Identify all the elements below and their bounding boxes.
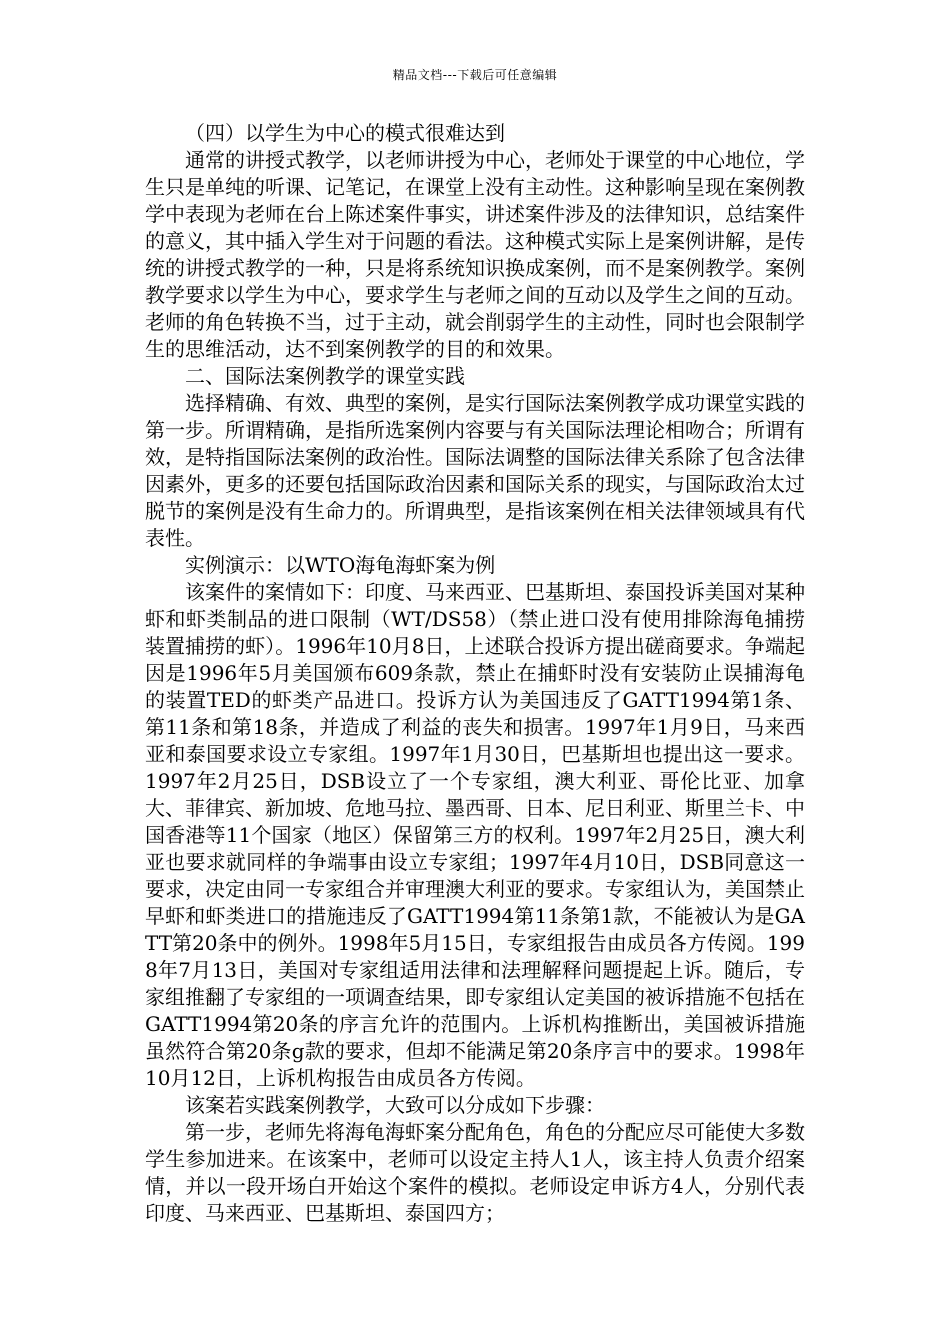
section-heading-two: 二、国际法案例教学的课堂实践	[185, 364, 465, 388]
page-header: 精品文档---下载后可任意编辑	[392, 68, 558, 82]
example-heading: 实例演示：以WTO海龟海虾案为例	[185, 553, 496, 577]
paragraph-lecture-model: 通常的讲授式教学，以老师讲授为中心，老师处于课堂的中心地位，学生只是单纯的听课、记笔记，在课堂上没有主动性。这种影响呈现在案例教学中表现为老师在台上陈述案件事实，讲述案件涉及的法律知识，总结案件的意义，其中插入学生对于问题的看法。这种模式实际上是案例讲解，是传统的讲授式教学的一种，只是将系统知识换成案例，而不是案例教学。案例教学要求以学生为中心，要求学生与老师之间的互动以及学生之间的互动。老师的角色转换不当，过于主动，就会削弱学生的主动性，同时也会限制学生的思维活动，达不到案例教学的目的和效果。	[145, 148, 805, 361]
paragraph-case-facts: 该案件的案情如下：印度、马来西亚、巴基斯坦、泰国投诉美国对某种虾和虾类制品的进口限制（WT/DS58）（禁止进口没有使用排除海龟捕捞装置捕捞的虾）。1996年10月8日，上述联合投诉方提出磋商要求。争端起因是1996年5月美国颁布609条款，禁止在捕虾时没有安装防止误捕海龟的装置TED的虾类产品进口。投诉方认为美国违反了GATT1994第1条、 第11条和第18条，并造成了利益的丧失和损害。1997年1月9日，马来西亚和泰国要求设立专家组。1997年1月30日，巴基斯坦也提出这一要求。1997年2月25日，DSB设立了一个专家组，澳大利亚、哥伦比亚、加拿大、菲律宾、新加坡、危地马拉、墨西哥、日本、尼日利亚、斯里兰卡、中国香港等11个国家（地区）保留第三方的权利。1997年2月25日，澳大利亚也要求就同样的争端事由设立专家组；1997年4月10日，DSB同意这一要求，决定由同一专家组合并审理澳大利亚的要求。专家组认为，美国禁止早虾和虾类进口的措施违反了GATT1994第11条第1款，不能被认为是GATT第20条中的例外。1998年5月15日，专家组报告由成员各方传阅。1998年7月13日，美国对专家组适用法律和法理解释问题提起上诉。随后，专家组推翻了专家组的一项调查结果，即专家组认定美国的被诉措施不包括在GATT1994第20条的序言允许的范围内。上诉机构推断出，美国被诉措施虽然符合第20条g款的要求，但却不能满足第20条序言中的要求。1998年10月12日，上诉机构报告由成员各方传阅。	[145, 580, 805, 1090]
document-body	[145, 120, 805, 1227]
section-heading-four: （四）以学生为中心的模式很难达到	[185, 121, 505, 145]
paragraph-step-one: 第一步，老师先将海龟海虾案分配角色，角色的分配应尽可能使大多数学生参加进来。在该案中，老师可以设定主持人1人，该主持人负责介绍案情，并以一段开场白开始这个案件的模拟。老师设定申诉方4人，分别代表印度、马来西亚、巴基斯坦、泰国四方；	[145, 1120, 805, 1225]
paragraph-case-selection: 选择精确、有效、典型的案例，是实行国际法案例教学成功课堂实践的第一步。所谓精确，是指所选案例内容要与有关国际法理论相吻合；所谓有效，是特指国际法案例的政治性。国际法调整的国际法律关系除了包含法律因素外，更多的还要包括国际政治因素和国际关系的现实，与国际政治太过脱节的案例是没有生命力的。所谓典型，是指该案例在相关法律领域具有代表性。	[145, 391, 805, 550]
paragraph-steps-intro: 该案若实践案例教学，大致可以分成如下步骤：	[185, 1093, 605, 1117]
